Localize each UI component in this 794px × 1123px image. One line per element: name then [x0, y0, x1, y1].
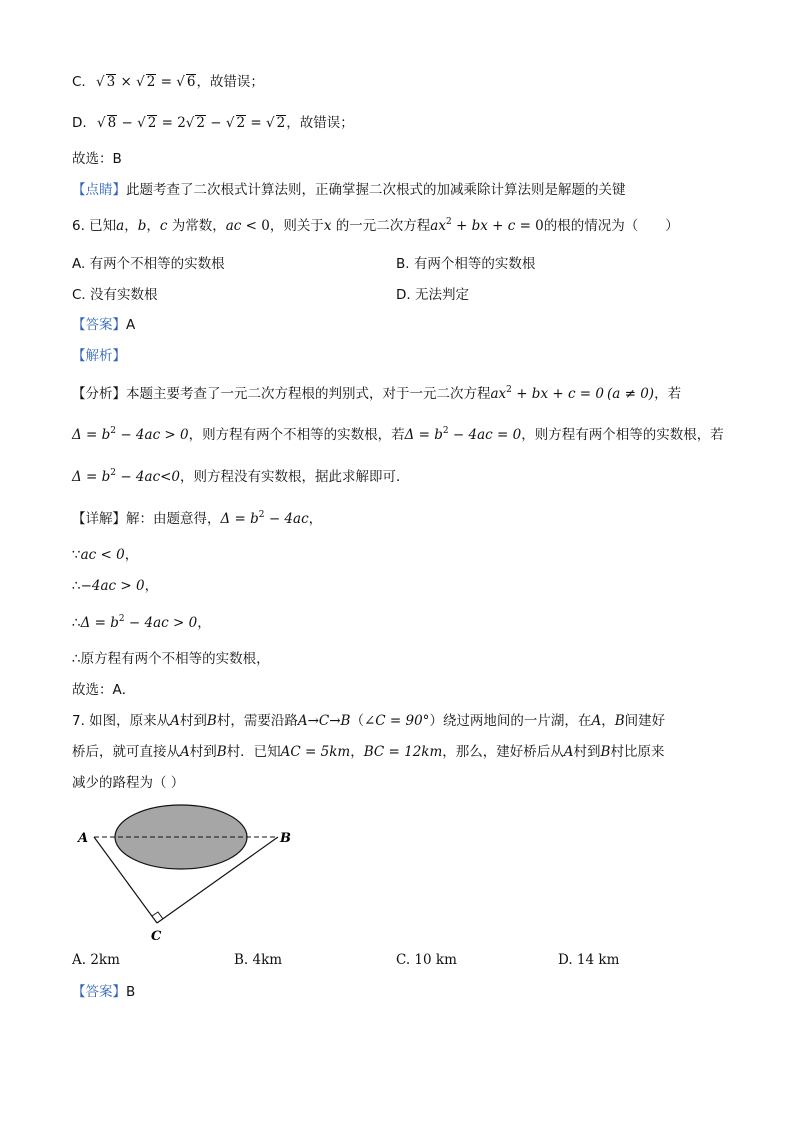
point-b-label: B — [280, 831, 291, 846]
q6-step4: ∴原方程有两个不相等的实数根， — [72, 651, 270, 667]
q6-final: 故选：A． — [72, 682, 136, 698]
q7-option-d: D. 14 km — [558, 952, 620, 968]
q6-xiangjie-line: 【详解】解：由题意得，$\Delta = b^2 - 4ac$， — [72, 510, 323, 527]
comment-tag: 【点睛】 — [72, 182, 126, 198]
q5-comment: 【点睛】此题考查了二次根式计算法则，正确掌握二次根式的加减乘除计算法则是解题的关键 — [72, 182, 626, 198]
q6-step1: ∵ac < 0， — [72, 547, 139, 563]
q6-option-a: A. 有两个不相等的实数根 — [72, 256, 225, 272]
xiangjie-tag: 【详解】 — [72, 511, 126, 527]
fenxi-tag: 【分析】 — [72, 386, 126, 402]
q6-fenxi-line1: 【分析】本题主要考查了一元二次方程根的判别式，对于一元二次方程$ax^2$ + bx + c = 0 (a ≠ 0)，若 — [72, 385, 682, 402]
q6-fenxi-line2: $\Delta = b^2 - 4ac > 0$，则方程有两个不相等的实数根，若$\Delta = b^2 - 4ac = 0$，则方程有两个相等的实数根，若 — [72, 426, 724, 443]
q6-step2: ∴−4ac > 0， — [72, 578, 159, 594]
q7-answer: 【答案】B — [72, 984, 136, 1000]
q6-answer: 【答案】A — [72, 317, 136, 333]
q5-answer: 故选：B — [72, 151, 122, 167]
q7-option-a: A. 2km — [72, 952, 120, 968]
point-c-label: C — [151, 929, 162, 944]
q6-option-c: C. 没有实数根 — [72, 287, 158, 303]
q7-stem-line2: 桥后，就可直接从A村到B村．已知AC = 5km，BC = 12km，那么，建好桥后从A村到B村比原来 — [72, 744, 665, 760]
q6-option-d: D. 无法判定 — [396, 287, 469, 303]
analysis-tag: 【解析】 — [72, 348, 126, 364]
q7-stem-line1: 7. 如图，原来从A村到B村，需要沿路A→C→B（∠C = 90°）绕过两地间的一片湖，在A，B间建好 — [72, 713, 666, 729]
q6-analysis-heading — [72, 346, 126, 366]
q5-option-c: C. √ 3 × √ 2 = √ 6，故错误； — [72, 74, 264, 90]
q5-option-d: D. √ 8 − √ 2 = 2√ 2 − √ 2 = √ 2，故错误； — [72, 115, 354, 131]
answer-tag: 【答案】 — [72, 317, 126, 333]
q6-option-b: B. 有两个相等的实数根 — [396, 256, 536, 272]
q6-step3: ∴Δ = $b^2 - 4ac > 0$， — [72, 614, 211, 631]
q7-option-b: B. 4km — [234, 952, 283, 968]
q7-stem-line3: 减少的路程为（ ） — [72, 775, 185, 791]
point-a-label: A — [78, 831, 89, 846]
answer-tag: 【答案】 — [72, 984, 126, 1000]
q7-option-c: C. 10 km — [396, 952, 457, 968]
lake-figure — [70, 800, 310, 950]
q6-fenxi-line3: $\Delta = b^2 - 4ac<0$，则方程没有实数根，据此求解即可． — [72, 468, 410, 485]
q6-stem: 6. 已知a，b，c 为常数，ac < 0，则关于x 的一元二次方程$ax^2$ + bx + c = 0的根的情况为（ ） — [72, 217, 679, 234]
